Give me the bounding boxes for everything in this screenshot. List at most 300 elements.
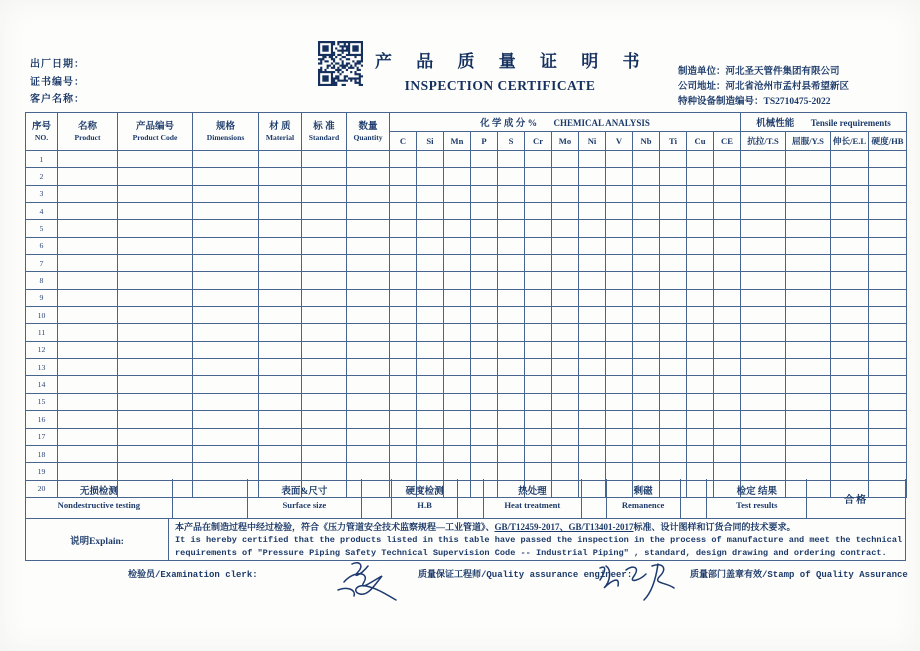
empty-data-cell: [714, 255, 741, 272]
empty-data-cell: [525, 376, 552, 393]
empty-data-cell: [687, 324, 714, 341]
empty-data-cell: [444, 393, 471, 410]
empty-data-cell: [444, 185, 471, 202]
empty-data-cell: [552, 272, 579, 289]
title-block: [375, 47, 650, 94]
empty-data-cell: [606, 324, 633, 341]
empty-data-cell: [831, 359, 869, 376]
empty-data-cell: [741, 255, 786, 272]
empty-data-cell: [660, 428, 687, 445]
empty-data-cell: [552, 463, 579, 480]
empty-data-cell: [471, 151, 498, 168]
empty-data-cell: [259, 203, 302, 220]
row-number-cell: 2: [26, 168, 58, 185]
row-number-cell: 13: [26, 359, 58, 376]
empty-data-cell: [525, 289, 552, 306]
empty-data-cell: [606, 185, 633, 202]
empty-data-cell: [633, 376, 660, 393]
empty-data-cell: [417, 463, 444, 480]
empty-data-cell: [193, 428, 259, 445]
empty-data-cell: [471, 341, 498, 358]
empty-data-cell: [259, 376, 302, 393]
empty-data-cell: [390, 237, 417, 254]
empty-data-cell: [417, 376, 444, 393]
empty-data-cell: [633, 463, 660, 480]
empty-data-cell: [259, 185, 302, 202]
empty-data-cell: [714, 393, 741, 410]
empty-data-cell: [302, 463, 347, 480]
empty-data-cell: [193, 341, 259, 358]
empty-data-cell: [869, 359, 907, 376]
verdict-text: 合格: [844, 495, 869, 506]
empty-data-cell: [417, 220, 444, 237]
certificate-table: [25, 112, 907, 498]
empty-data-cell: [869, 411, 907, 428]
empty-data-cell: [471, 324, 498, 341]
empty-data-cell: [58, 376, 118, 393]
empty-data-cell: [58, 411, 118, 428]
empty-data-cell: [714, 151, 741, 168]
empty-data-cell: [390, 411, 417, 428]
empty-data-cell: [498, 359, 525, 376]
empty-data-cell: [390, 376, 417, 393]
qa-engineer-signature: [592, 558, 682, 606]
examiner-label: 检验员/Examination clerk:: [128, 570, 258, 580]
empty-data-cell: [786, 324, 831, 341]
empty-data-cell: [525, 428, 552, 445]
empty-data-cell: [259, 324, 302, 341]
empty-data-cell: [347, 151, 390, 168]
empty-data-cell: [714, 237, 741, 254]
table-row: [26, 376, 907, 393]
empty-data-cell: [390, 220, 417, 237]
empty-data-cell: [471, 411, 498, 428]
empty-data-cell: [471, 168, 498, 185]
empty-data-cell: [741, 220, 786, 237]
empty-data-cell: [302, 237, 347, 254]
test-results-cell: 检定 结果 Test results: [707, 479, 807, 519]
empty-data-cell: [302, 376, 347, 393]
empty-data-cell: [687, 341, 714, 358]
empty-data-cell: [831, 168, 869, 185]
empty-data-cell: [118, 307, 193, 324]
empty-data-cell: [193, 255, 259, 272]
empty-data-cell: [471, 376, 498, 393]
empty-data-cell: [417, 445, 444, 462]
empty-data-cell: [786, 359, 831, 376]
empty-data-cell: [347, 411, 390, 428]
empty-data-cell: [390, 463, 417, 480]
empty-data-cell: [633, 203, 660, 220]
empty-data-cell: [579, 220, 606, 237]
empty-data-cell: [869, 151, 907, 168]
table-row: [26, 393, 907, 410]
chem-col-header: P: [471, 132, 498, 151]
empty-data-cell: [714, 445, 741, 462]
empty-data-cell: [259, 272, 302, 289]
empty-data-cell: [687, 428, 714, 445]
empty-data-cell: [660, 151, 687, 168]
empty-data-cell: [869, 445, 907, 462]
empty-data-cell: [579, 203, 606, 220]
empty-data-cell: [741, 151, 786, 168]
empty-data-cell: [552, 307, 579, 324]
qr-code: [318, 41, 363, 86]
row-number-cell: 19: [26, 463, 58, 480]
chem-col-header: Cu: [687, 132, 714, 151]
empty-data-cell: [193, 237, 259, 254]
row-number-cell: 8: [26, 272, 58, 289]
empty-data-cell: [869, 376, 907, 393]
empty-data-cell: [302, 359, 347, 376]
table-row: [26, 289, 907, 306]
table-row: [26, 237, 907, 254]
empty-data-cell: [498, 393, 525, 410]
empty-data-cell: [786, 220, 831, 237]
empty-data-cell: [259, 463, 302, 480]
empty-data-cell: [498, 203, 525, 220]
empty-data-cell: [606, 151, 633, 168]
empty-data-cell: [302, 445, 347, 462]
empty-data-cell: [660, 307, 687, 324]
empty-data-cell: [118, 445, 193, 462]
empty-data-cell: [444, 341, 471, 358]
empty-data-cell: [498, 185, 525, 202]
empty-data-cell: [831, 411, 869, 428]
empty-data-cell: [347, 185, 390, 202]
empty-data-cell: [831, 203, 869, 220]
empty-data-cell: [869, 272, 907, 289]
empty-data-cell: [660, 445, 687, 462]
empty-data-cell: [259, 289, 302, 306]
empty-data-cell: [869, 185, 907, 202]
col-header-dimensions: 规格 Dimensions: [193, 113, 259, 151]
empty-data-cell: [606, 411, 633, 428]
empty-data-cell: [606, 463, 633, 480]
empty-data-cell: [58, 255, 118, 272]
empty-data-cell: [786, 428, 831, 445]
manufacturer-line: 制造单位：河北圣天管件集团有限公司: [678, 67, 840, 77]
empty-data-cell: [193, 463, 259, 480]
empty-data-cell: [347, 445, 390, 462]
empty-data-cell: [118, 341, 193, 358]
empty-data-cell: [347, 272, 390, 289]
empty-data-cell: [579, 445, 606, 462]
empty-data-cell: [687, 255, 714, 272]
empty-data-cell: [786, 463, 831, 480]
empty-data-cell: [579, 255, 606, 272]
chem-col-header: S: [498, 132, 525, 151]
empty-data-cell: [633, 168, 660, 185]
empty-data-cell: [660, 203, 687, 220]
col-header-no: 序号 NO.: [26, 113, 58, 151]
row-number-cell: 6: [26, 237, 58, 254]
empty-data-cell: [552, 445, 579, 462]
empty-data-cell: [444, 151, 471, 168]
empty-data-cell: [606, 307, 633, 324]
table-row: [26, 203, 907, 220]
empty-data-cell: [259, 445, 302, 462]
surface-value-cell: [362, 479, 392, 519]
empty-data-cell: [390, 255, 417, 272]
empty-data-cell: [786, 168, 831, 185]
empty-data-cell: [714, 307, 741, 324]
empty-data-cell: [579, 168, 606, 185]
empty-data-cell: [786, 341, 831, 358]
examiner-signature: [330, 556, 410, 611]
empty-data-cell: [302, 411, 347, 428]
empty-data-cell: [498, 463, 525, 480]
empty-data-cell: [786, 151, 831, 168]
empty-data-cell: [579, 463, 606, 480]
empty-data-cell: [58, 151, 118, 168]
empty-data-cell: [193, 151, 259, 168]
empty-data-cell: [193, 307, 259, 324]
empty-data-cell: [869, 324, 907, 341]
empty-data-cell: [193, 411, 259, 428]
table-row: [26, 411, 907, 428]
empty-data-cell: [444, 463, 471, 480]
empty-data-cell: [741, 237, 786, 254]
empty-data-cell: [417, 307, 444, 324]
empty-data-cell: [579, 341, 606, 358]
empty-data-cell: [347, 463, 390, 480]
empty-data-cell: [259, 151, 302, 168]
empty-data-cell: [660, 411, 687, 428]
chem-col-header: CE: [714, 132, 741, 151]
remanence-value-cell: [681, 479, 708, 519]
empty-data-cell: [579, 237, 606, 254]
qa-engineer-label: 质量保证工程师/Quality assurance engineer:: [418, 570, 633, 580]
empty-data-cell: [741, 168, 786, 185]
empty-data-cell: [869, 428, 907, 445]
empty-data-cell: [606, 376, 633, 393]
empty-data-cell: [579, 307, 606, 324]
explain-text: [169, 519, 905, 561]
empty-data-cell: [302, 393, 347, 410]
empty-data-cell: [831, 289, 869, 306]
empty-data-cell: [118, 289, 193, 306]
hardness-cell: 硬度检测 H.B: [392, 479, 458, 519]
empty-data-cell: [869, 289, 907, 306]
equipment-no-line: 特种设备制造编号：TS2710475-2022: [678, 97, 831, 107]
empty-data-cell: [471, 445, 498, 462]
empty-data-cell: [525, 445, 552, 462]
empty-data-cell: [831, 428, 869, 445]
empty-data-cell: [302, 151, 347, 168]
empty-data-cell: [302, 168, 347, 185]
empty-data-cell: [417, 324, 444, 341]
empty-data-cell: [525, 237, 552, 254]
header-fields: [30, 56, 85, 109]
empty-data-cell: [347, 255, 390, 272]
chemical-analysis-group-header: 化 学 成 分 % CHEMICAL ANALYSIS: [390, 113, 741, 132]
explain-row: [26, 519, 905, 561]
empty-data-cell: [471, 307, 498, 324]
surface-cell: 表面&尺寸 Surface size: [248, 479, 363, 519]
empty-data-cell: [390, 445, 417, 462]
row-number-cell: 12: [26, 341, 58, 358]
row-number-cell: 15: [26, 393, 58, 410]
empty-data-cell: [302, 185, 347, 202]
table-row: [26, 445, 907, 462]
empty-data-cell: [347, 428, 390, 445]
empty-data-cell: [390, 324, 417, 341]
empty-data-cell: [347, 220, 390, 237]
empty-data-cell: [552, 376, 579, 393]
empty-data-cell: [741, 324, 786, 341]
empty-data-cell: [417, 255, 444, 272]
page-title: 产 品 质 量 证 明 书: [375, 52, 650, 71]
empty-data-cell: [633, 445, 660, 462]
row-number-cell: 9: [26, 289, 58, 306]
empty-data-cell: [471, 220, 498, 237]
empty-data-cell: [660, 220, 687, 237]
empty-data-cell: [831, 220, 869, 237]
empty-data-cell: [118, 185, 193, 202]
empty-data-cell: [606, 168, 633, 185]
empty-data-cell: [58, 428, 118, 445]
empty-data-cell: [869, 255, 907, 272]
empty-data-cell: [579, 272, 606, 289]
table-row: [26, 324, 907, 341]
chem-col-header: Ni: [579, 132, 606, 151]
empty-data-cell: [302, 255, 347, 272]
row-number-cell: 20: [26, 480, 58, 497]
row-number-cell: 18: [26, 445, 58, 462]
empty-data-cell: [606, 428, 633, 445]
empty-data-cell: [687, 220, 714, 237]
empty-data-cell: [786, 445, 831, 462]
row-number-cell: 7: [26, 255, 58, 272]
explain-label: 说明Explain:: [26, 519, 169, 561]
empty-data-cell: [786, 411, 831, 428]
col-header-quantity: 数量 Quantity: [347, 113, 390, 151]
empty-data-cell: [633, 289, 660, 306]
manufacturer-info: [678, 65, 849, 110]
empty-data-cell: [390, 185, 417, 202]
empty-data-cell: [869, 463, 907, 480]
empty-data-cell: [525, 255, 552, 272]
mech-col-header: 伸长/E.L: [831, 132, 869, 151]
empty-data-cell: [687, 445, 714, 462]
empty-data-cell: [741, 272, 786, 289]
empty-data-cell: [417, 428, 444, 445]
empty-data-cell: [831, 237, 869, 254]
row-number-cell: 1: [26, 151, 58, 168]
empty-data-cell: [714, 168, 741, 185]
empty-data-cell: [259, 220, 302, 237]
empty-data-cell: [118, 272, 193, 289]
empty-data-cell: [118, 255, 193, 272]
empty-data-cell: [58, 359, 118, 376]
empty-data-cell: [498, 341, 525, 358]
empty-data-cell: [633, 185, 660, 202]
empty-data-cell: [118, 203, 193, 220]
empty-data-cell: [193, 289, 259, 306]
empty-data-cell: [417, 151, 444, 168]
empty-data-cell: [58, 445, 118, 462]
empty-data-cell: [606, 203, 633, 220]
empty-data-cell: [302, 289, 347, 306]
empty-data-cell: [118, 411, 193, 428]
chem-col-header: V: [606, 132, 633, 151]
empty-data-cell: [118, 237, 193, 254]
table-row: [26, 255, 907, 272]
empty-data-cell: [259, 307, 302, 324]
empty-data-cell: [193, 203, 259, 220]
empty-data-cell: [687, 237, 714, 254]
empty-data-cell: [417, 237, 444, 254]
empty-data-cell: [498, 272, 525, 289]
empty-data-cell: [660, 272, 687, 289]
table-row: [26, 341, 907, 358]
empty-data-cell: [831, 445, 869, 462]
empty-data-cell: [390, 168, 417, 185]
empty-data-cell: [741, 393, 786, 410]
empty-data-cell: [579, 428, 606, 445]
empty-data-cell: [831, 272, 869, 289]
row-number-cell: 14: [26, 376, 58, 393]
heat-treatment-cell: 热处理 Heat treatment: [484, 479, 582, 519]
empty-data-cell: [687, 393, 714, 410]
empty-data-cell: [417, 203, 444, 220]
empty-data-cell: [347, 393, 390, 410]
row-number-cell: 17: [26, 428, 58, 445]
table-row: [26, 151, 907, 168]
empty-data-cell: [687, 307, 714, 324]
empty-data-cell: [660, 359, 687, 376]
empty-data-cell: [633, 428, 660, 445]
ship-date-label: 出厂日期：: [30, 59, 85, 70]
empty-data-cell: [741, 341, 786, 358]
empty-data-cell: [606, 220, 633, 237]
empty-data-cell: [471, 393, 498, 410]
address-line: 公司地址：河北省沧州市孟村县希望新区: [678, 82, 850, 92]
empty-data-cell: [498, 220, 525, 237]
empty-data-cell: [714, 220, 741, 237]
empty-data-cell: [633, 411, 660, 428]
empty-data-cell: [786, 376, 831, 393]
empty-data-cell: [498, 237, 525, 254]
empty-data-cell: [579, 185, 606, 202]
empty-data-cell: [831, 151, 869, 168]
empty-data-cell: [741, 411, 786, 428]
empty-data-cell: [714, 411, 741, 428]
empty-data-cell: [660, 463, 687, 480]
hardness-value-cell: [458, 479, 484, 519]
empty-data-cell: [390, 428, 417, 445]
empty-data-cell: [606, 341, 633, 358]
empty-data-cell: [633, 255, 660, 272]
empty-data-cell: [444, 324, 471, 341]
empty-data-cell: [660, 289, 687, 306]
empty-data-cell: [471, 272, 498, 289]
empty-data-cell: [471, 359, 498, 376]
lower-rows: [25, 479, 906, 561]
chem-col-header: Cr: [525, 132, 552, 151]
mech-col-header: 抗拉/T.S: [741, 132, 786, 151]
empty-data-cell: [193, 168, 259, 185]
table-row: [26, 428, 907, 445]
empty-data-cell: [444, 168, 471, 185]
empty-data-cell: [471, 463, 498, 480]
empty-data-cell: [390, 307, 417, 324]
empty-data-cell: [714, 463, 741, 480]
empty-data-cell: [417, 359, 444, 376]
empty-data-cell: [579, 376, 606, 393]
empty-data-cell: [193, 393, 259, 410]
